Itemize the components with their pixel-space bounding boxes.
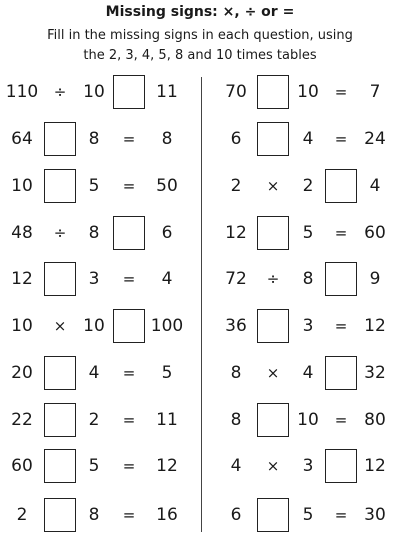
right-question-7-first-sign: ×: [266, 364, 280, 382]
left-question-10-first-number: 2: [16, 505, 28, 525]
missing-sign-box[interactable]: [44, 169, 76, 203]
left-question-9-second-sign: =: [122, 457, 136, 475]
left-question-2-first-number: 64: [11, 129, 33, 149]
right-question-3-first-sign: ×: [266, 177, 280, 195]
left-question-7-second-sign: =: [122, 364, 136, 382]
left-question-3-second-sign: =: [122, 177, 136, 195]
left-question-5-answer: 4: [161, 269, 173, 289]
left-question-6-first-number: 10: [11, 316, 33, 336]
right-question-10-first-number: 6: [230, 505, 242, 525]
right-question-2-second-sign: =: [334, 130, 348, 148]
right-question-9-answer: 12: [364, 456, 386, 476]
left-question-1-answer: 11: [156, 82, 178, 102]
right-question-8-second-number: 10: [297, 410, 319, 430]
left-question-3-answer: 50: [156, 176, 178, 196]
right-question-4-second-sign: =: [334, 224, 348, 242]
missing-sign-box[interactable]: [325, 169, 357, 203]
right-question-6-second-sign: =: [334, 317, 348, 335]
right-question-8-first-number: 8: [230, 410, 242, 430]
right-question-6-second-number: 3: [302, 316, 314, 336]
right-question-7-second-number: 4: [302, 363, 314, 383]
right-question-8-second-sign: =: [334, 411, 348, 429]
left-question-7-second-number: 4: [88, 363, 100, 383]
left-question-6-first-sign: ×: [53, 317, 67, 335]
missing-sign-box[interactable]: [44, 122, 76, 156]
left-question-6-answer: 100: [150, 316, 184, 336]
left-question-4-first-sign: ÷: [53, 224, 67, 242]
right-question-2-first-number: 6: [230, 129, 242, 149]
right-question-4-first-number: 12: [225, 223, 247, 243]
right-question-10-second-number: 5: [302, 505, 314, 525]
missing-sign-box[interactable]: [113, 75, 145, 109]
right-question-6-answer: 12: [364, 316, 386, 336]
worksheet-title: Missing signs: ×, ÷ or =: [105, 4, 295, 20]
missing-sign-box[interactable]: [325, 449, 357, 483]
right-question-9-first-sign: ×: [266, 457, 280, 475]
left-question-10-second-number: 8: [88, 505, 100, 525]
left-question-5-second-number: 3: [88, 269, 100, 289]
left-question-7-answer: 5: [161, 363, 173, 383]
right-question-9-first-number: 4: [230, 456, 242, 476]
right-question-2-answer: 24: [364, 129, 386, 149]
missing-sign-box[interactable]: [44, 403, 76, 437]
missing-sign-box[interactable]: [44, 262, 76, 296]
left-question-4-first-number: 48: [11, 223, 33, 243]
left-question-8-first-number: 22: [11, 410, 33, 430]
left-question-6-second-number: 10: [83, 316, 105, 336]
right-question-2-second-number: 4: [302, 129, 314, 149]
left-question-8-second-sign: =: [122, 411, 136, 429]
missing-sign-box[interactable]: [113, 216, 145, 250]
right-question-1-answer: 7: [369, 82, 381, 102]
right-question-10-second-sign: =: [334, 506, 348, 524]
right-question-4-answer: 60: [364, 223, 386, 243]
missing-sign-box[interactable]: [44, 356, 76, 390]
right-question-5-second-number: 8: [302, 269, 314, 289]
column-divider: [201, 77, 202, 532]
missing-sign-box[interactable]: [325, 262, 357, 296]
right-question-5-first-number: 72: [225, 269, 247, 289]
right-question-7-first-number: 8: [230, 363, 242, 383]
right-question-3-answer: 4: [369, 176, 381, 196]
right-question-3-second-number: 2: [302, 176, 314, 196]
left-question-2-answer: 8: [161, 129, 173, 149]
right-question-9-second-number: 3: [302, 456, 314, 476]
left-question-1-second-number: 10: [83, 82, 105, 102]
missing-sign-box[interactable]: [257, 403, 289, 437]
left-question-3-second-number: 5: [88, 176, 100, 196]
right-question-10-answer: 30: [364, 505, 386, 525]
left-question-10-answer: 16: [156, 505, 178, 525]
left-question-10-second-sign: =: [122, 506, 136, 524]
right-question-8-answer: 80: [364, 410, 386, 430]
right-question-7-answer: 32: [364, 363, 386, 383]
right-question-6-first-number: 36: [225, 316, 247, 336]
right-question-1-second-sign: =: [334, 83, 348, 101]
left-question-4-answer: 6: [161, 223, 173, 243]
missing-sign-box[interactable]: [257, 75, 289, 109]
left-question-2-second-number: 8: [88, 129, 100, 149]
left-question-9-second-number: 5: [88, 456, 100, 476]
left-question-5-first-number: 12: [11, 269, 33, 289]
missing-sign-box[interactable]: [257, 216, 289, 250]
left-question-9-answer: 12: [156, 456, 178, 476]
left-question-5-second-sign: =: [122, 270, 136, 288]
missing-sign-box[interactable]: [325, 356, 357, 390]
worksheet-instructions-line-2: the 2, 3, 4, 5, 8 and 10 times tables: [83, 48, 317, 63]
worksheet-instructions-line-1: Fill in the missing signs in each question, using: [47, 28, 353, 43]
left-question-8-answer: 11: [156, 410, 178, 430]
left-question-8-second-number: 2: [88, 410, 100, 430]
right-question-4-second-number: 5: [302, 223, 314, 243]
left-question-7-first-number: 20: [11, 363, 33, 383]
right-question-3-first-number: 2: [230, 176, 242, 196]
missing-sign-box[interactable]: [257, 122, 289, 156]
missing-sign-box[interactable]: [44, 449, 76, 483]
left-question-4-second-number: 8: [88, 223, 100, 243]
left-question-1-first-number: 110: [5, 82, 39, 102]
right-question-5-answer: 9: [369, 269, 381, 289]
left-question-9-first-number: 60: [11, 456, 33, 476]
missing-sign-box[interactable]: [113, 309, 145, 343]
left-question-3-first-number: 10: [11, 176, 33, 196]
right-question-1-first-number: 70: [225, 82, 247, 102]
left-question-2-second-sign: =: [122, 130, 136, 148]
missing-sign-box[interactable]: [257, 309, 289, 343]
left-question-1-first-sign: ÷: [53, 83, 67, 101]
right-question-5-first-sign: ÷: [266, 270, 280, 288]
missing-sign-box[interactable]: [257, 498, 289, 532]
right-question-1-second-number: 10: [297, 82, 319, 102]
missing-sign-box[interactable]: [44, 498, 76, 532]
